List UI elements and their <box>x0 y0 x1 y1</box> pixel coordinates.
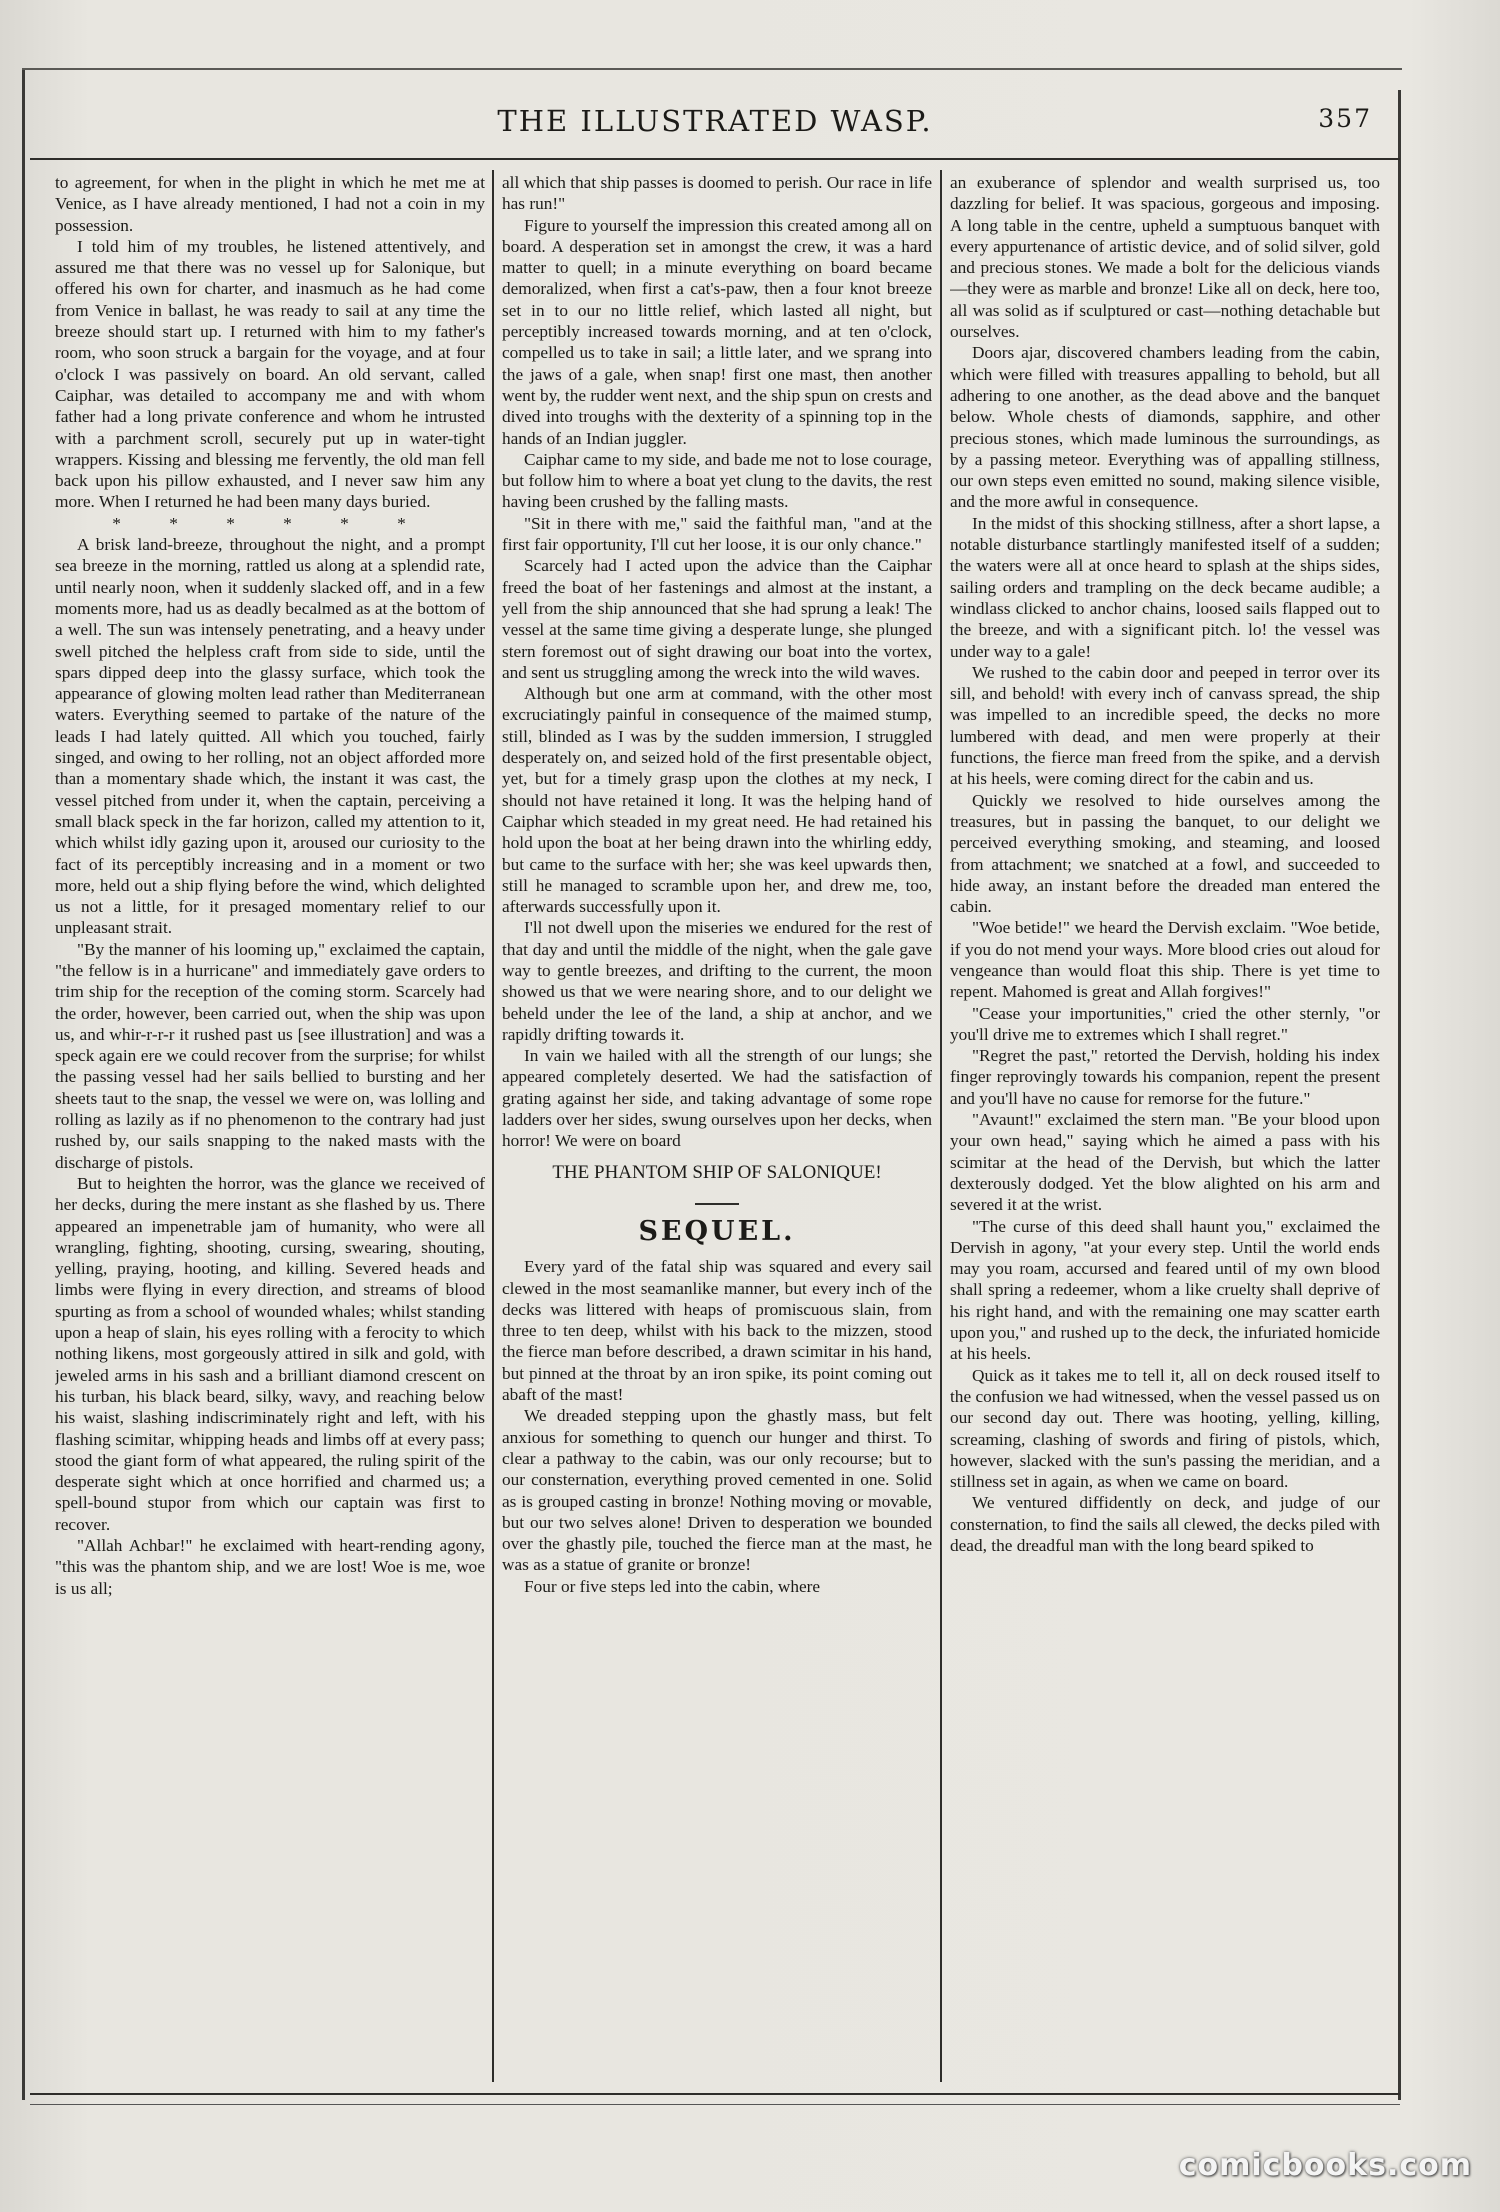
paragraph: "Regret the past," retorted the Dervish, holding his index finger reprovingly towards his companion, repent the present and you'll have no cause for remorse for the future." <box>950 1046 1380 1108</box>
story-title: THE PHANTOM SHIP OF SALONIQUE! <box>552 1161 882 1183</box>
paragraph: We dreaded stepping upon the ghastly mass, but felt anxious for something to quench our hunger and thirst. To clear a pathway to the cabin, was our only recourse; but to our consternation, everything proved cemented in one. Solid as is grouped casting in bronze! Nothing moving or movable, but our two selves alone! Driven to desperation we bounded over the ghastly pile, touched the fierce man at the mast, he was as a statue of granite or bronze! <box>502 1406 932 1575</box>
paragraph: "Cease your importunities," cried the other sternly, "or you'll drive me to extremes which I shall regret." <box>950 1003 1380 1044</box>
paragraph: "Woe betide!" we heard the Dervish exclaim. "Woe betide, if you do not mend your ways. More blood cries out aloud for vengeance than would float this ship. There is yet time to repent. Mahomed is great and Allah forgives!" <box>950 918 1380 1002</box>
paragraph: In vain we hailed with all the strength of our lungs; she appeared completely deserted. We had the satisfaction of grating against her side, and taking advantage of some rope ladders over her sides, swung ourselves upon her decks, when horror! We were on board <box>502 1046 932 1151</box>
short-divider <box>695 1203 739 1205</box>
paragraph: Figure to yourself the impression this created among all on board. A desperation set in amongst the crew, it was a hard matter to quell; in a minute everything on board became demoralized, when first a cat's-paw, then a four knot breeze set in to our no little relief, which lasted all night, but perceptibly increased towards morning, and at ten o'clock, compelled us to take in sail; a little later, and we sprang into the jaws of a gale, when snap! first one mast, then another went by, the rudder went next, and the ship spun on crests and dived into troughs with the dexterity of a spinning top in the hands of an Indian juggler. <box>502 215 932 448</box>
header-rule <box>30 158 1400 160</box>
paragraph: In the midst of this shocking stillness, after a short lapse, a notable disturbance startlingly manifested itself of a sudden; the waters were all at once heard to splash at the ships sides, sailing orders and trampling on the deck became audible; a windlass clicked to anchor chains, loosed sails flapped out to the breeze, and with a significant pitch. lo! the vessel was under way to a gale! <box>950 513 1380 661</box>
paragraph: Scarcely had I acted upon the advice than the Caiphar freed the boat of her fastenings and almost at the instant, a yell from the ship announced that she had sprung a leak! The vessel at the same time giving a desperate lunge, she plunged stern foremost out of sight drawing our boat into the vortex, and sent us struggling among the wreck into the wild waves. <box>502 556 932 682</box>
frame-right-line <box>1398 90 1401 2100</box>
paragraph: "Allah Achbar!" he exclaimed with heart-rending agony, "this was the phantom ship, and we are lost! Woe is me, woe is us all; <box>55 1536 485 1598</box>
paragraph: "The curse of this deed shall haunt you," exclaimed the Dervish in agony, "at your every step. Until the world ends may you roam, accursed and feared until of my own blood shall spring a redeemer, whom a like cruelty shall deprive of his right hand, and with the remaining one may scatter earth upon you," and rushed up to the deck, the infuriated homicide at his heels. <box>950 1216 1380 1364</box>
masthead <box>30 98 1400 146</box>
page-number: 357 <box>1318 104 1372 133</box>
paragraph: But to heighten the horror, was the glance we received of her decks, during the mere instant as she flashed by us. There appeared an impenetrable jam of humanity, who were all wrangling, fighting, shooting, cursing, swearing, shouting, yelling, praying, hooting, and killing. Severed heads and limbs were flying in every direction, and streams of blood spurting as from a school of wounded whales; whilst standing upon a heap of slain, his eyes rolling with a ferocity to which nothing likens, most gorgeously attired in silk and gold, with jeweled arms in his sash and a brilliant diamond crescent on his turban, his black beard, silky, wavy, and reaching below his waist, slashing indiscriminately right and left, with his flashing scimitar, whipping heads and limbs off at every pass; stood the giant form of what appeared, the ruling spirit of the desperate sight which at once horrified and charmed us; a spell-bound stupor from which our captain was first to recover. <box>55 1173 485 1534</box>
paragraph: Quick as it takes me to tell it, all on deck roused itself to the confusion we had witnessed, when the vessel passed us on our second day out. There was hooting, yelling, killing, screaming, clashing of swords and firing of pistols, which, however, slacked with the sun's passing the meridian, and a stillness set in again, as when we came on board. <box>950 1365 1380 1492</box>
frame-top-line <box>22 68 1402 70</box>
paragraph: Caiphar came to my side, and bade me not to lose courage, but follow him to where a boat yet clung to the davits, the rest having been crushed by the falling masts. <box>502 449 932 512</box>
column-3 <box>950 172 1380 1556</box>
paragraph: "Avaunt!" exclaimed the stern man. "Be your blood upon your own head," saying which he aimed a pass with his scimitar at the head of the Dervish, but which the latter dexterously dodged. Yet the blow alighted on his arm and severed it at the wrist. <box>950 1110 1380 1215</box>
section-break-stars: * * * * * * <box>112 513 428 533</box>
column-1 <box>55 172 485 1599</box>
paragraph: all which that ship passes is doomed to perish. Our race in life has run!" <box>502 173 932 214</box>
paragraph: "Sit in there with me," said the faithful man, "and at the first fair opportunity, I'll cut her loose, it is our only chance." <box>502 513 932 555</box>
paragraph: an exuberance of splendor and wealth surprised us, too dazzling for belief. It was spacious, gorgeous and imposing. A long table in the centre, upheld a sumptuous banquet with every appurtenance of artistic device, and of solid silver, gold and precious stones. We made a bolt for the delicious viands—they were as marble and bronze! Like all on deck, here too, all was solid as if sculptured or cast—nothing detachable but ourselves. <box>950 173 1380 342</box>
frame-left-line <box>22 70 25 2100</box>
paragraph: I told him of my troubles, he listened attentively, and assured me that there was no vessel up for Salonique, but offered his own for charter, and inasmuch as he had come from Venice in ballast, he was ready to sail at any time the breeze should start up. I returned with him to my father's room, who soon struck a bargain for the voyage, and at four o'clock I was passively on board. An old servant, called Caiphar, was detailed to accompany me and with whom father had a long private conference and whom he intrusted with a parchment scroll, securely put up in water-tight wrappers. Kissing and blessing me fervently, the old man fell back upon his pillow exhausted, and I never saw him any more. When I returned he had been many days buried. <box>55 236 485 512</box>
paragraph: Every yard of the fatal ship was squared and every sail clewed in the most seamanlike manner, but every inch of the decks was littered with heaps of promiscuous slain, from three to ten deep, whilst with his back to the mizzen, stood the fierce man before described, a drawn scimitar in his hand, but pinned at the throat by an iron spike, its point coming out abaft of the mast! <box>502 1257 932 1405</box>
page-title: THE ILLUSTRATED WASP. <box>497 104 933 138</box>
paragraph: We rushed to the cabin door and peeped in terror over its sill, and behold! with every inch of canvass spread, the ship was impelled to an incredible speed, the decks no more lumbered with dead, and men were properly at their functions, the fierce man freed from the spike, and a dervish at his heels, were coming direct for the cabin and us. <box>950 662 1380 789</box>
column-divider-2 <box>940 170 942 2082</box>
bottom-rule <box>30 2093 1400 2095</box>
paragraph: Four or five steps led into the cabin, where <box>524 1576 821 1596</box>
paragraph: to agreement, for when in the plight in which he met me at Venice, as I have already mentioned, I had not a coin in my possession. <box>55 173 485 235</box>
paragraph: A brisk land-breeze, throughout the night, and a prompt sea breeze in the morning, rattled us along at a splendid rate, until nearly noon, when it suddenly slacked off, and in a few moments more, had us as deadly becalmed as at the bottom of a well. The sun was intensely penetrating, and a heavy under swell pitched the helpless craft from side to side, until the spars dipped deep into the glassy surface, which took the appearance of glowing molten lead rather than Mediterranean waters. Everything seemed to partake of the nature of the leads I had lately quitted. All which you touched, fairly singed, and owing to her rolling, not an object afforded more than a momentary shade which, the instant it was cast, the vessel pitched from under it, when the captain, perceiving a small black speck in the far horizon, called my attention to it, which whilst idly gazing upon it, aroused our curiosity to the fact of its perceptibly increasing and in a moment or two more, held out a ship flying before the wind, which delighted us not a little, for it presaged momentary relief to our unpleasant strait. <box>55 535 485 938</box>
column-divider-1 <box>492 170 494 2082</box>
watermark: comicbooks.com <box>1178 2148 1472 2183</box>
sequel-heading: SEQUEL. <box>638 1215 796 1247</box>
bottom-rule-thin <box>30 2104 1400 2105</box>
column-2 <box>502 172 932 1597</box>
paragraph: I'll not dwell upon the miseries we endured for the rest of that day and until the middle of the night, when the gale gave way to gentle breezes, and drifting to the current, the moon showed us that we were nearing shore, and to our delight we beheld under the lee of the land, a ship at anchor, and we rapidly drifting towards it. <box>502 918 932 1044</box>
paragraph: Doors ajar, discovered chambers leading from the cabin, which were filled with treasures appalling to behold, but all adhering to one another, as the dead above and the banquet below. Whole chests of diamonds, sapphire, and other precious stones, which made luminous the surroundings, as by a passing meteor. Everything was of appalling stillness, our own steps even emitted no sound, making silence visible, and the more awful in consequence. <box>950 343 1380 512</box>
paragraph: Although but one arm at command, with the other most excruciatingly painful in consequence of the maimed stump, still, blinded as I was by the sudden immersion, I struggled desperately on, and seized hold of the first presentable object, yet, but for a timely grasp upon the clothes at my neck, I should not have retained it long. It was the helping hand of Caiphar which steaded in my great need. He had retained his hold upon the boat at her being drawn into the whirling eddy, but came to the surface with her; she was keel upwards then, still he managed to scramble upon her, and drew me, too, afterwards successfully upon it. <box>502 684 932 917</box>
paragraph: "By the manner of his looming up," exclaimed the captain, "the fellow is in a hurricane" and immediately gave orders to trim ship for the reception of the coming storm. Scarcely had the order, however, been carried out, when the ship was upon us, and whir-r-r-r it rushed past us [see illustration] and was a speck again ere we could recover from the surprise; for whilst the passing vessel had her sails bellied to bursting and her sheets taut to the snap, the vessel we were on, was lolling and rolling as lazily as if no phenomenon to the contrary had just rushed by, our sails snapping to the naked masts with the discharge of pistols. <box>55 939 485 1172</box>
paragraph: We ventured diffidently on deck, and judge of our consternation, to find the sails all clewed, the decks piled with dead, the dreadful man with the long beard spiked to <box>950 1493 1380 1555</box>
paragraph: Quickly we resolved to hide ourselves among the treasures, but in passing the banquet, to our delight we perceived everything smoking, and steaming, and loosed from attachment; we snatched at a fowl, and succeeded to hide away, an instant before the dreaded man entered the cabin. <box>950 790 1380 917</box>
